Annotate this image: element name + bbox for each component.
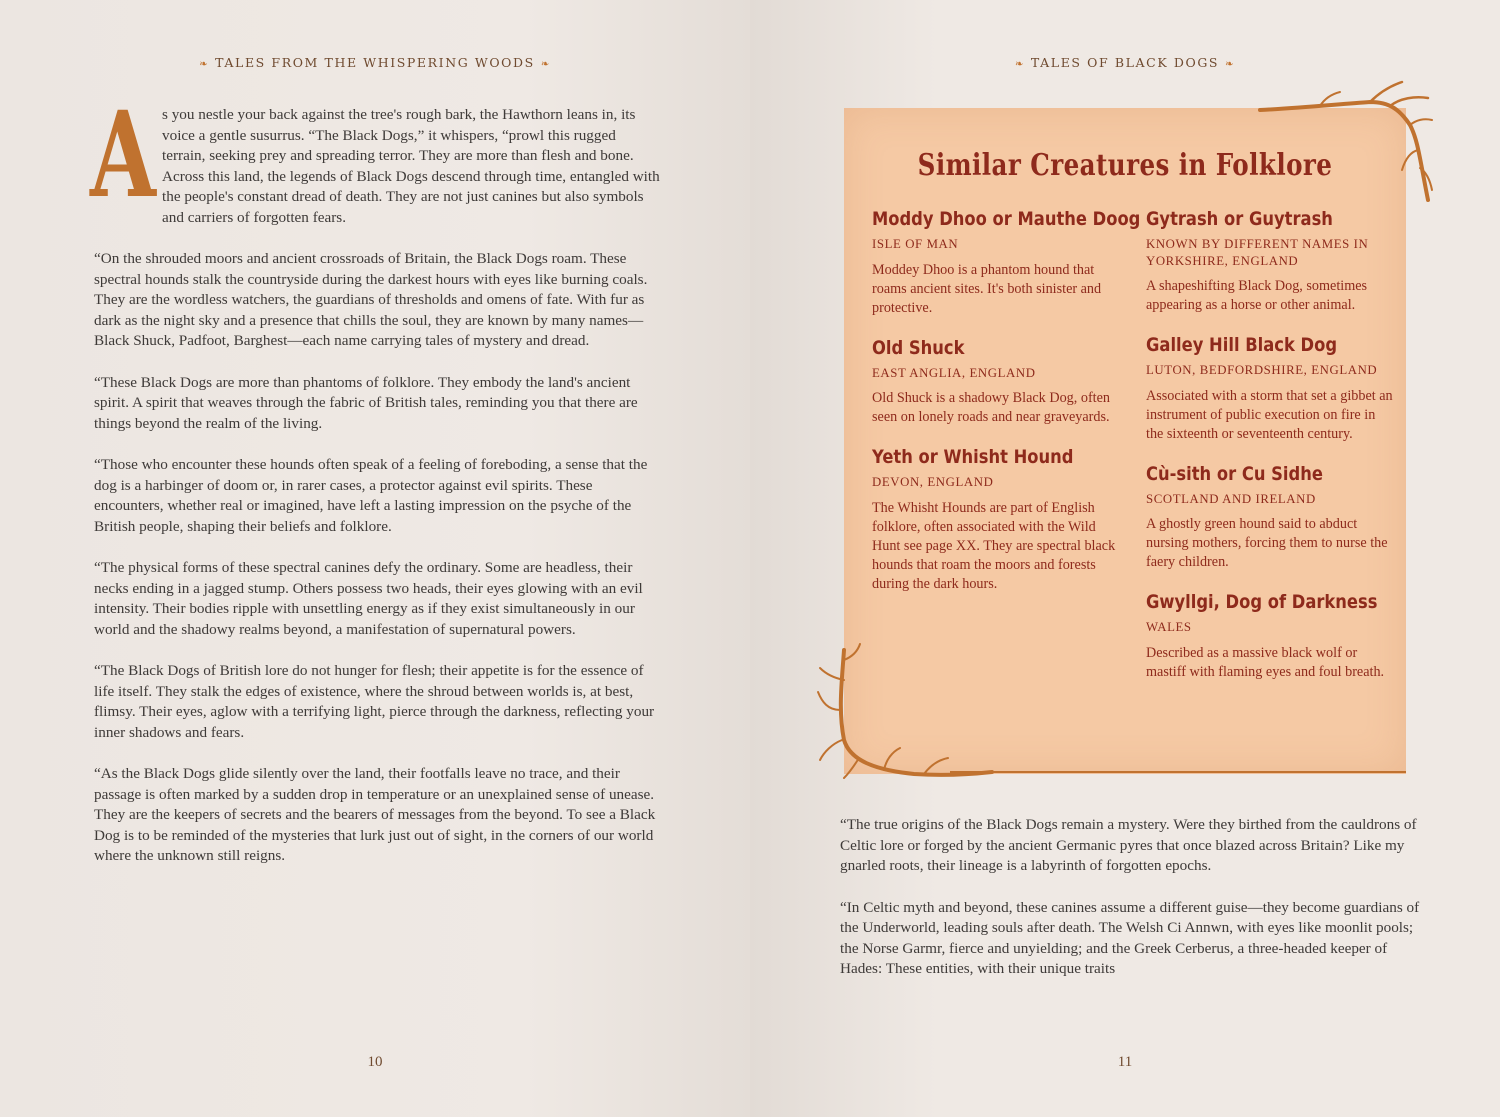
branch-bottom-left-icon xyxy=(814,640,994,780)
sidebar-title: Similar Creatures in Folklore xyxy=(917,148,1333,183)
creature-place: DEVON, ENGLAND xyxy=(872,475,994,489)
creature-description: A ghostly green hound said to abduct nursing mothers, forcing them to nurse the faery children. xyxy=(1146,516,1388,570)
creature-entry xyxy=(872,335,1122,428)
creature-description: Associated with a storm that set a gibbet an instrument of public execution on fire in the sixteenth or seventeenth century. xyxy=(1146,387,1393,442)
creature-place: WALES xyxy=(1146,620,1192,634)
paragraph: “Those who encounter these hounds often speak of a feeling of foreboding, a sense that the dog is a harbinger of doom or, in rarer cases, a protector against evil spirits. These encounters, whether real or imagined, have left a lasting impression on the psyche of the British people, shaping their beliefs and folklore. xyxy=(94,456,648,535)
paragraph: “The Black Dogs of British lore do not hunger for flesh; their appetite is for the essence of life itself. They stalk the edges of existence, where the shroud between worlds is, at best, flimsy. Their eyes, aglow with a terrifying light, pierce through the darkness, reflecting your inner shadows and fears. xyxy=(94,662,655,741)
drop-cap: A xyxy=(90,85,156,224)
paragraph: “The true origins of the Black Dogs remain a mystery. Were they birthed from the cauldrons of Celtic lore or forged by the ancient Germanic pyres that once blazed across Britain? Like my gnarled roots, their lineage is a labyrinth of forgotten epochs. xyxy=(840,816,1417,874)
leaf-ornament-icon: ❧ xyxy=(199,59,210,70)
paragraph: “In Celtic myth and beyond, these canines assume a different guise—they become guardians of the Underworld, leading souls after death. The Welsh Ci Annwn, with eyes like moonlit pools; the Norse Garmr, fierce and unyielding; and the Greek Cerberus, a three-headed keeper of Hades: These entities, with their unique traits xyxy=(840,898,1420,977)
creature-name: Old Shuck xyxy=(872,336,965,359)
creature-place: SCOTLAND AND IRELAND xyxy=(1146,491,1316,506)
paragraph: “These Black Dogs are more than phantoms of folklore. They embody the land's ancient spirit. A spirit that weaves through the fabric of British tales, reminding you that there are things beyond the realm of the living. xyxy=(94,373,638,432)
sidebar-bottom-rule xyxy=(950,771,1406,773)
creature-place: ISLE OF MAN xyxy=(872,237,959,251)
paragraph: “The physical forms of these spectral canines defy the ordinary. Some are headless, their necks ending in a jagged stump. Others possess two heads, their eyes glowing with an evil intensity. Their bodies ripple with unsettling energy as if they exist simultaneously in our world and the shadowy realms beyond, a manifestation of supernatural powers. xyxy=(94,559,643,638)
left-body-text xyxy=(90,85,660,888)
running-head-left xyxy=(0,55,750,70)
creature-name: Gwyllgi, Dog of Darkness xyxy=(1146,591,1378,613)
running-head-text: TALES OF BLACK DOGS xyxy=(1030,55,1220,70)
creature-description: Old Shuck is a shadowy Black Dog, often seen on lonely roads and near graveyards. xyxy=(872,390,1111,425)
paragraph: “As the Black Dogs glide silently over the land, their footfalls leave no trace, and their passage is often marked by a sudden drop in temperature or an unexplained sense of unease. They are the keepers of secrets and the bearers of messages from the beyond. To see a Black Dog is to be reminded of the mysteries that lurk just out of sight, in the corners of our world where the unknown still reigns. xyxy=(94,765,656,864)
creature-entry xyxy=(872,444,1122,594)
creature-name: Cù-sith or Cu Sidhe xyxy=(1146,462,1323,485)
leaf-ornament-icon: ❧ xyxy=(1014,59,1025,70)
leaf-ornament-icon: ❧ xyxy=(1225,59,1236,70)
paragraph-text: s you nestle your back against the tree's rough bark, the Hawthorn leans in, its voice a gentle susurrus. “The Black Dogs,” it whispers, “prowl this rugged terrain, seeking prey and spreading terror. They are more than flesh and bone. Across this land, the legends of Black Dogs descend through time, entangled with the people's constant dread of death. They are not just canines but also symbols and carriers of forgotten fears. xyxy=(162,106,660,226)
creature-name: Gytrash or Guytrash xyxy=(1146,208,1333,230)
page-number-right: 11 xyxy=(1117,1054,1133,1070)
right-body-text xyxy=(840,815,1420,1001)
creature-entry xyxy=(1146,461,1396,573)
running-head-text: TALES FROM THE WHISPERING WOODS xyxy=(215,55,535,70)
creature-place: EAST ANGLIA, ENGLAND xyxy=(872,365,1036,380)
creature-entry xyxy=(1146,589,1396,682)
creature-place: KNOWN BY DIFFERENT NAMES IN YORKSHIRE, ENGLAND xyxy=(1146,237,1369,268)
leaf-ornament-icon: ❧ xyxy=(540,59,551,70)
creature-entry xyxy=(1146,206,1396,315)
creature-description: A shapeshifting Black Dog, sometimes appearing as a horse or other animal. xyxy=(1146,278,1368,313)
sidebar-column-2 xyxy=(1146,206,1396,699)
creature-name: Yeth or Whisht Hound xyxy=(872,446,1074,468)
sidebar-column-1 xyxy=(872,206,1141,611)
creature-description: Moddey Dhoo is a phantom hound that roams ancient sites. It's both sinister and protective. xyxy=(872,261,1102,316)
creature-entry xyxy=(1146,332,1396,444)
creature-name: Moddy Dhoo or Mauthe Doog xyxy=(872,208,1141,230)
running-head-right xyxy=(750,55,1500,70)
creature-entry xyxy=(872,206,1141,318)
page-number-left: 10 xyxy=(367,1054,383,1070)
creature-description: The Whisht Hounds are part of English folklore, often associated with the Wild Hunt see page XX. They are spectral black hounds that roam the moors and forests during the dark hours. xyxy=(872,499,1116,592)
creature-description: Described as a massive black wolf or mastiff with flaming eyes and foul breath. xyxy=(1146,644,1385,680)
paragraph: “On the shrouded moors and ancient crossroads of Britain, the Black Dogs roam. These spectral hounds stalk the countryside during the darkest hours with eyes like burning coals. They are the wordless watchers, the guardians of thresholds and omens of fate. With fur as dark as the night sky and a presence that chills the soul, they are known by many names—Black Shuck, Padfoot, Barghest—each name carrying tales of mystery and dread. xyxy=(94,250,648,349)
creature-place: LUTON, BEDFORDSHIRE, ENGLAND xyxy=(1146,363,1378,377)
creature-name: Galley Hill Black Dog xyxy=(1146,334,1338,356)
paragraph xyxy=(90,85,660,228)
branch-top-right-icon xyxy=(1260,80,1435,210)
